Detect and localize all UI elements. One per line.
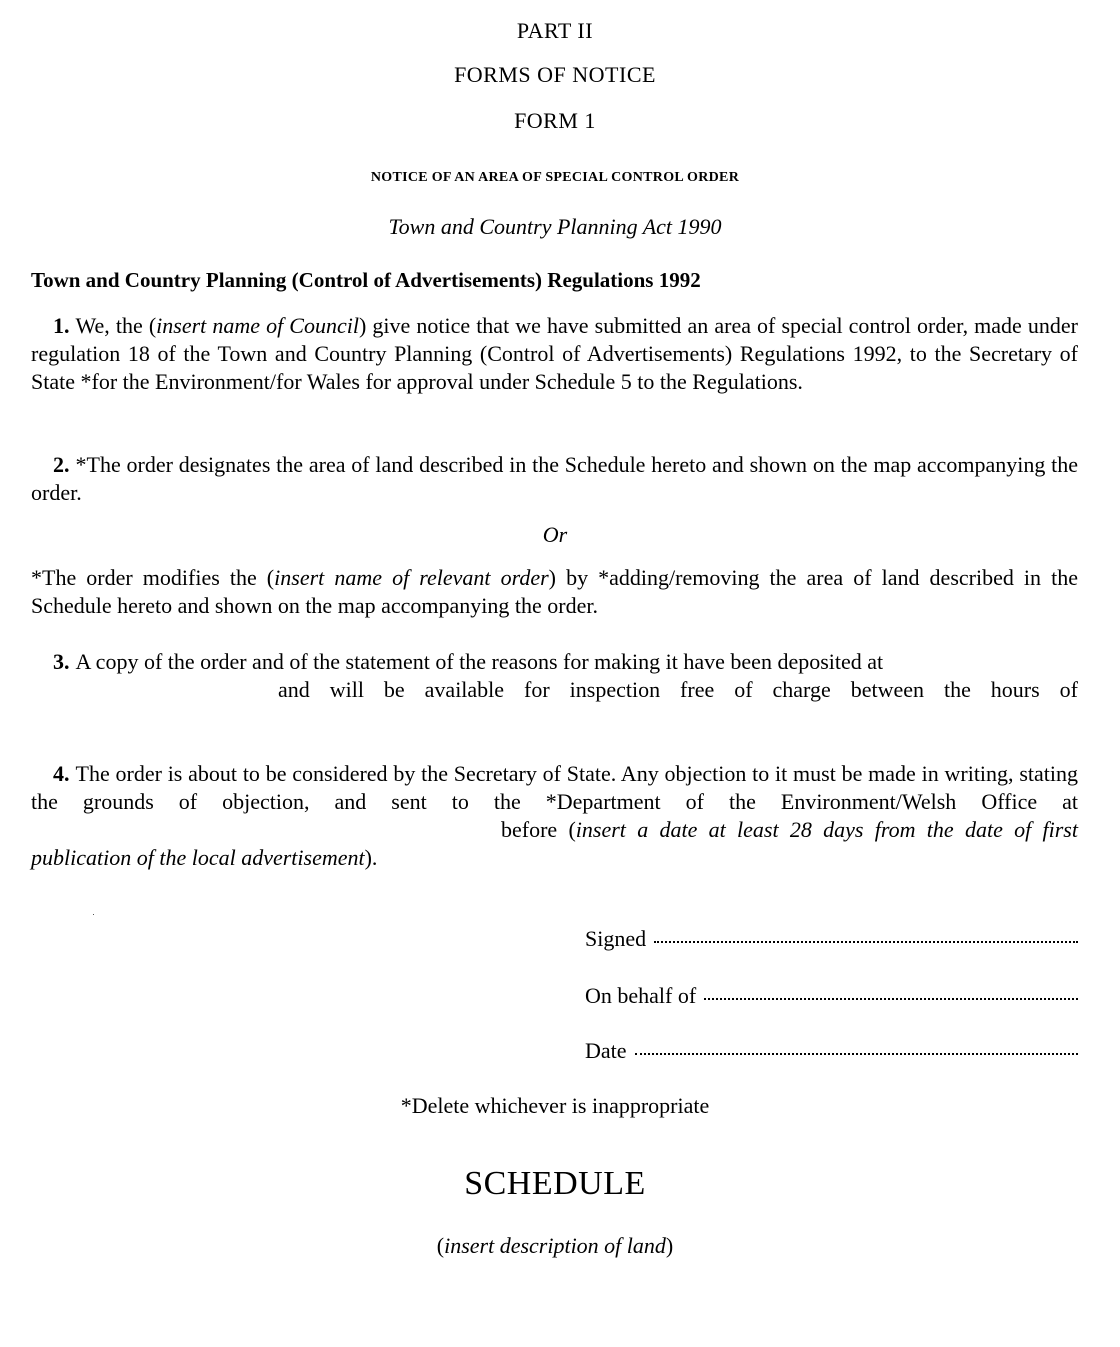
paragraph-number: 3.: [53, 649, 70, 674]
placeholder-instruction: insert a date at least 28 days from the date of first publication of the local advertisement: [31, 817, 1078, 870]
paragraph-4: [31, 760, 1078, 872]
schedule-title: SCHEDULE: [464, 1165, 646, 1202]
signed-field[interactable]: [654, 941, 1078, 943]
paragraph-text: A copy of the order and of the statement of the reasons for making it have been deposited at: [75, 649, 884, 674]
paragraph-number: 2.: [53, 452, 70, 477]
paragraph-number: 1.: [53, 313, 70, 338]
on-behalf-label: On behalf of: [585, 983, 697, 1008]
paragraph-1: [31, 312, 1078, 396]
paragraph-text: *The order modifies the (: [31, 565, 275, 590]
form-number: FORM 1: [514, 108, 596, 133]
signed-label: Signed: [585, 926, 647, 951]
paragraph-text: ) by *adding/removing the area of land described in the Schedule hereto and shown on the map accompanying the order.: [31, 565, 1078, 618]
paren-close: ): [665, 1233, 674, 1258]
paragraph-3: [31, 648, 1078, 704]
or-separator: Or: [542, 522, 568, 547]
paragraph-text: before (: [501, 817, 576, 842]
paragraph-text: and will be available for inspection free of charge between the hours of: [278, 677, 1078, 702]
paragraph-2-alternative: [31, 564, 1078, 620]
paragraph-text: ).: [364, 845, 378, 870]
paragraph-text: *The order designates the area of land described in the Schedule hereto and shown on the map accompanying the order.: [31, 452, 1078, 505]
placeholder-instruction: insert name of Council: [156, 313, 359, 338]
footnote: *Delete whichever is inappropriate: [400, 1093, 710, 1118]
regulations-title: Town and Country Planning (Control of Advertisements) Regulations 1992: [31, 268, 701, 292]
paren-open: (: [436, 1233, 445, 1258]
signed-line: [585, 926, 1078, 952]
on-behalf-field[interactable]: [704, 998, 1078, 1000]
paragraph-2: [31, 451, 1078, 507]
date-label: Date: [585, 1038, 627, 1063]
notice-title: NOTICE OF AN AREA OF SPECIAL CONTROL ORDER: [370, 170, 740, 185]
part-heading: PART II: [516, 18, 594, 43]
schedule-instruction-text: insert description of land: [444, 1233, 666, 1258]
schedule-instruction: [0, 1233, 1110, 1259]
paragraph-text: The order is about to be considered by the Secretary of State. Any objection to it must be made in writing, stating the grounds of objection, and sent to the *Department of the Environment/Welsh Office at: [31, 761, 1078, 814]
paragraph-text: We, the (: [75, 313, 157, 338]
date-line: [585, 1038, 1078, 1064]
forms-heading: FORMS OF NOTICE: [454, 62, 656, 87]
on-behalf-line: [585, 983, 1078, 1009]
stray-mark: [93, 914, 94, 915]
act-title: Town and Country Planning Act 1990: [388, 214, 722, 239]
placeholder-instruction: insert name of relevant order: [274, 565, 549, 590]
date-field[interactable]: [635, 1053, 1078, 1055]
paragraph-number: 4.: [53, 761, 70, 786]
paragraph-text: ) give notice that we have submitted an area of special control order, made under regulation 18 of the Town and Country Planning (Control of Advertisements) Regulations 1992, to the Secretary of State *for the Environment/for Wales for approval under Schedule 5 to the Regulations.: [31, 313, 1078, 394]
